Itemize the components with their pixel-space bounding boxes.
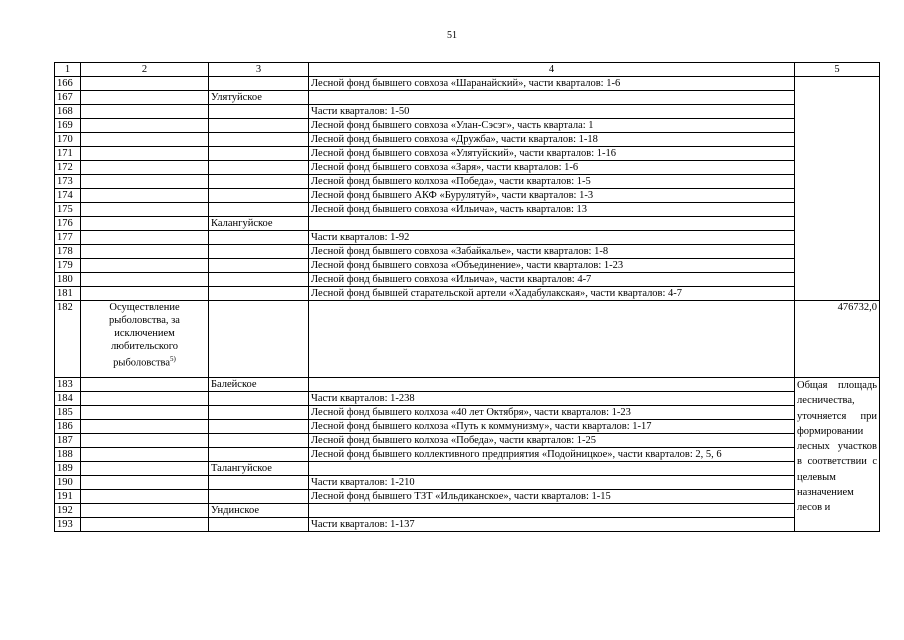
district-cell	[209, 273, 309, 287]
area-empty-cell	[795, 77, 880, 301]
table-row	[55, 406, 880, 420]
activity-empty-cell	[81, 245, 209, 259]
activity-empty-cell	[81, 77, 209, 91]
table-row	[55, 231, 880, 245]
description-cell: Лесной фонд бывшего совхоза «Объединение», части кварталов: 1-23	[309, 259, 795, 273]
description-cell: Лесной фонд бывшего коллективного предприятия «Подойницкое», части кварталов: 2, 5, 6	[309, 448, 795, 462]
description-cell: Лесной фонд бывшего совхоза «Улятуйский», части кварталов: 1-16	[309, 147, 795, 161]
district-cell	[209, 203, 309, 217]
description-cell: Части кварталов: 1-210	[309, 476, 795, 490]
description-cell: Лесной фонд бывшего совхоза «Ильича», часть кварталов: 13	[309, 203, 795, 217]
description-cell	[309, 217, 795, 231]
activity-empty-cell	[81, 105, 209, 119]
activity-empty-cell	[81, 434, 209, 448]
activity-empty-cell	[81, 259, 209, 273]
description-cell: Лесной фонд бывшего совхоза «Заря», части кварталов: 1-6	[309, 161, 795, 175]
row-number: 178	[55, 245, 81, 259]
header-cell: 2	[81, 63, 209, 77]
description-cell	[309, 378, 795, 392]
activity-empty-cell	[81, 462, 209, 476]
row-number: 166	[55, 77, 81, 91]
description-cell: Лесной фонд бывшего колхоза «40 лет Октября», части кварталов: 1-23	[309, 406, 795, 420]
district-cell: Улятуйское	[209, 91, 309, 105]
district-cell	[209, 434, 309, 448]
activity-empty-cell	[81, 91, 209, 105]
page-number: 51	[447, 30, 457, 41]
table-row	[55, 91, 880, 105]
footnote-marker: 5)	[170, 355, 176, 363]
row-number: 177	[55, 231, 81, 245]
activity-empty-cell	[81, 406, 209, 420]
district-cell	[209, 287, 309, 301]
district-cell	[209, 518, 309, 532]
activity-empty-cell	[81, 175, 209, 189]
table-row	[55, 161, 880, 175]
table-row	[55, 245, 880, 259]
activity-empty-cell	[81, 420, 209, 434]
area-value: 476732,0	[795, 301, 880, 378]
note-cell: Общая площадь лесничества, уточняется при формировании лесных участков в соответствии с целевым назначением лесов и	[795, 378, 880, 532]
district-cell	[209, 490, 309, 504]
activity-empty-cell	[81, 217, 209, 231]
district-cell	[209, 105, 309, 119]
description-cell: Части кварталов: 1-50	[309, 105, 795, 119]
description-cell: Лесной фонд бывшего совхоза «Забайкалье», части кварталов: 1-8	[309, 245, 795, 259]
description-cell	[309, 91, 795, 105]
description-cell: Лесной фонд бывшего колхоза «Путь к коммунизму», части кварталов: 1-17	[309, 420, 795, 434]
activity-empty-cell	[81, 203, 209, 217]
row-number: 173	[55, 175, 81, 189]
activity-empty-cell	[81, 287, 209, 301]
row-number: 187	[55, 434, 81, 448]
table-row	[55, 518, 880, 532]
table-row	[55, 147, 880, 161]
activity-cell	[81, 301, 209, 378]
district-cell	[209, 245, 309, 259]
activity-empty-cell	[81, 476, 209, 490]
table-row	[55, 105, 880, 119]
row-number: 183	[55, 378, 81, 392]
row-number: 181	[55, 287, 81, 301]
district-cell	[209, 301, 309, 378]
row-number: 167	[55, 91, 81, 105]
table-row	[55, 392, 880, 406]
row-number: 174	[55, 189, 81, 203]
description-cell: Лесной фонд бывшего совхоза «Ильича», части кварталов: 4-7	[309, 273, 795, 287]
table-row	[55, 287, 880, 301]
description-cell: Лесной фонд бывшего АКФ «Бурулятуй», части кварталов: 1-3	[309, 189, 795, 203]
row-number: 185	[55, 406, 81, 420]
district-cell: Калангуйское	[209, 217, 309, 231]
row-number: 170	[55, 133, 81, 147]
table-row	[55, 434, 880, 448]
table-row	[55, 175, 880, 189]
table-row	[55, 448, 880, 462]
district-cell	[209, 119, 309, 133]
district-cell: Талангуйское	[209, 462, 309, 476]
description-cell: Части кварталов: 1-92	[309, 231, 795, 245]
table-row	[55, 119, 880, 133]
header-cell: 5	[795, 63, 880, 77]
description-cell: Лесной фонд бывшего колхоза «Победа», части кварталов: 1-5	[309, 175, 795, 189]
row-number: 180	[55, 273, 81, 287]
header-cell: 3	[209, 63, 309, 77]
table-row	[55, 490, 880, 504]
activity-empty-cell	[81, 119, 209, 133]
description-cell: Лесной фонд бывшего совхоза «Шаранайский», части кварталов: 1-6	[309, 77, 795, 91]
activity-empty-cell	[81, 378, 209, 392]
description-cell	[309, 301, 795, 378]
district-cell	[209, 259, 309, 273]
table-row	[55, 203, 880, 217]
table-row	[55, 133, 880, 147]
description-cell: Лесной фонд бывшего совхоза «Дружба», части кварталов: 1-18	[309, 133, 795, 147]
table-row	[55, 301, 880, 378]
activity-empty-cell	[81, 133, 209, 147]
activity-empty-cell	[81, 189, 209, 203]
district-cell	[209, 476, 309, 490]
activity-empty-cell	[81, 448, 209, 462]
table-row	[55, 273, 880, 287]
description-cell	[309, 504, 795, 518]
row-number: 175	[55, 203, 81, 217]
row-number: 188	[55, 448, 81, 462]
row-number: 179	[55, 259, 81, 273]
district-cell	[209, 420, 309, 434]
row-number: 176	[55, 217, 81, 231]
activity-text: Осуществление рыболовства, за исключением любительского рыболовства	[109, 302, 180, 369]
row-number: 169	[55, 119, 81, 133]
description-cell: Лесной фонд бывшего совхоза «Улан-Сэсэг», часть квартала: 1	[309, 119, 795, 133]
table-row	[55, 420, 880, 434]
description-cell	[309, 462, 795, 476]
description-cell: Части кварталов: 1-238	[309, 392, 795, 406]
row-number: 172	[55, 161, 81, 175]
district-cell: Ундинское	[209, 504, 309, 518]
description-cell: Лесной фонд бывшего ТЗТ «Ильдиканское», части кварталов: 1-15	[309, 490, 795, 504]
table-row	[55, 476, 880, 490]
table-row	[55, 504, 880, 518]
activity-empty-cell	[81, 231, 209, 245]
table-row	[55, 462, 880, 476]
district-cell	[209, 147, 309, 161]
forest-register-table	[54, 62, 880, 532]
district-cell	[209, 189, 309, 203]
table-row	[55, 259, 880, 273]
activity-empty-cell	[81, 273, 209, 287]
row-number: 182	[55, 301, 81, 378]
district-cell: Балейское	[209, 378, 309, 392]
header-cell: 4	[309, 63, 795, 77]
row-number: 171	[55, 147, 81, 161]
district-cell	[209, 175, 309, 189]
row-number: 191	[55, 490, 81, 504]
description-cell: Лесной фонд бывшего колхоза «Победа», части кварталов: 1-25	[309, 434, 795, 448]
row-number: 193	[55, 518, 81, 532]
district-cell	[209, 161, 309, 175]
description-cell: Части кварталов: 1-137	[309, 518, 795, 532]
row-number: 186	[55, 420, 81, 434]
row-number: 168	[55, 105, 81, 119]
row-number: 184	[55, 392, 81, 406]
district-cell	[209, 231, 309, 245]
row-number: 192	[55, 504, 81, 518]
table-row	[55, 77, 880, 91]
district-cell	[209, 392, 309, 406]
activity-empty-cell	[81, 518, 209, 532]
header-cell: 1	[55, 63, 81, 77]
activity-empty-cell	[81, 490, 209, 504]
district-cell	[209, 406, 309, 420]
activity-empty-cell	[81, 392, 209, 406]
table-row	[55, 189, 880, 203]
activity-empty-cell	[81, 504, 209, 518]
description-cell: Лесной фонд бывшей старательской артели «Хадабулакская», части кварталов: 4-7	[309, 287, 795, 301]
table-row	[55, 217, 880, 231]
row-number: 190	[55, 476, 81, 490]
district-cell	[209, 133, 309, 147]
header-row	[55, 63, 880, 77]
activity-empty-cell	[81, 161, 209, 175]
district-cell	[209, 448, 309, 462]
row-number: 189	[55, 462, 81, 476]
table-row	[55, 378, 880, 392]
activity-empty-cell	[81, 147, 209, 161]
district-cell	[209, 77, 309, 91]
